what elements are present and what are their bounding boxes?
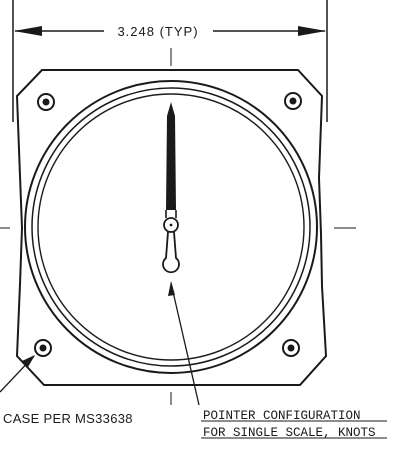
mounting-hole-top-right [285, 93, 301, 109]
pointer-leader-arrow [168, 281, 175, 296]
case-leader-arrow [22, 355, 35, 367]
pointer-leader-line [171, 283, 199, 405]
pointer-note-line1: POINTER CONFIGURATION [203, 409, 361, 423]
dimension-arrow-right [298, 26, 326, 36]
pointer-needle [166, 102, 176, 210]
pointer [163, 102, 179, 272]
dimension-arrow-left [14, 26, 42, 36]
pointer-shank [166, 210, 176, 218]
case-label: CASE PER MS33638 [3, 411, 133, 426]
mounting-hole-bottom-right [283, 340, 299, 356]
mounting-hole-top-left [38, 94, 54, 110]
pointer-pivot [170, 224, 173, 227]
pointer-note-line2: FOR SINGLE SCALE, KNOTS [203, 426, 376, 440]
mounting-hole-bottom-left [35, 340, 51, 356]
dimension-label: 3.248 (TYP) [117, 24, 199, 39]
pointer-tail [163, 232, 179, 272]
